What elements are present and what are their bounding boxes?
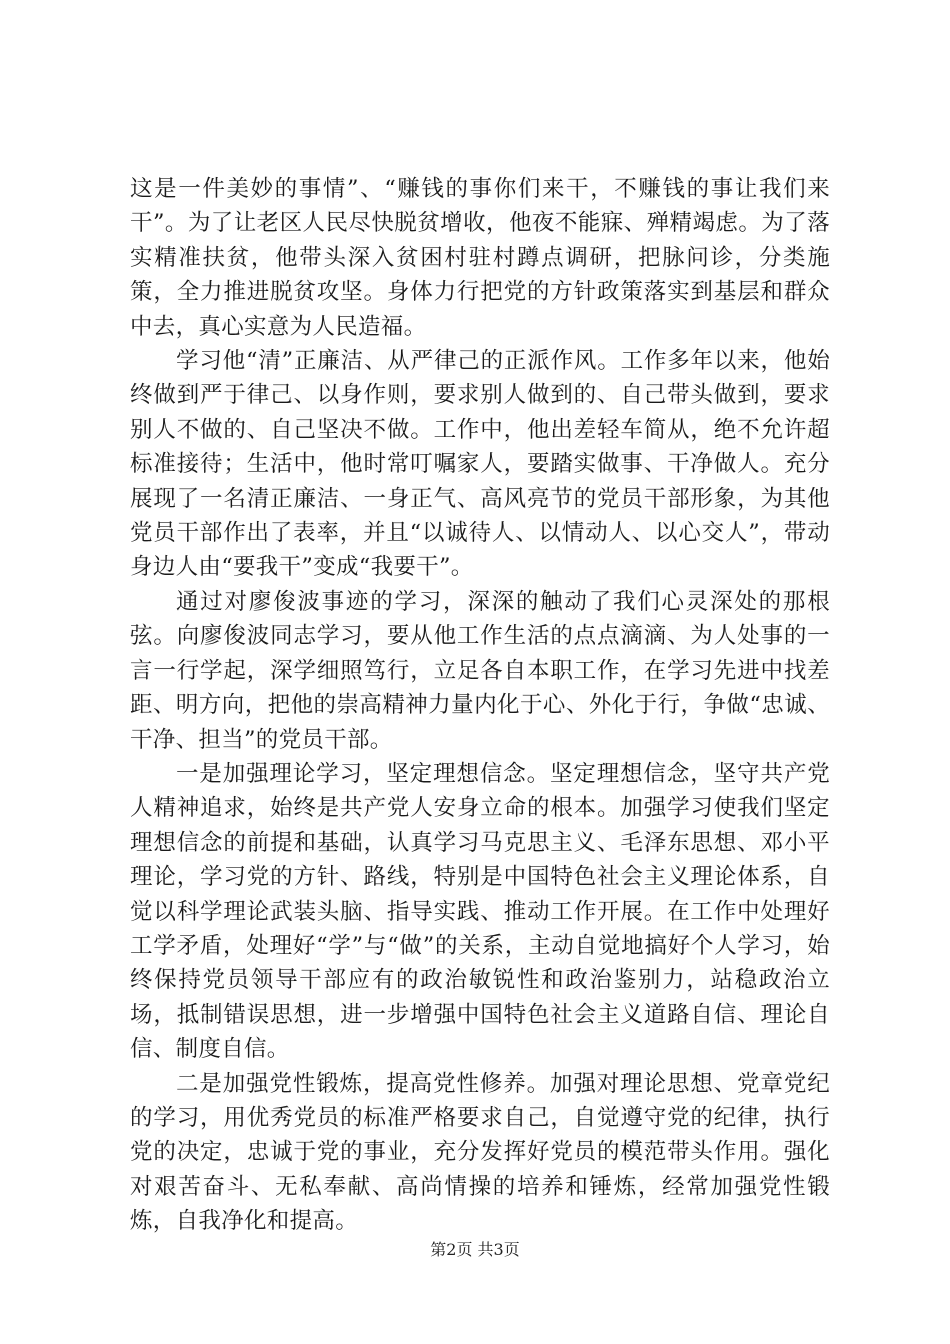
- paragraph-learning: 通过对廖俊波事迹的学习，深深的触动了我们心灵深处的那根弦。向廖俊波同志学习，要从他工作生活的点点滴滴、为人处事的一言一行学起，深学细照笃行，立足各自本职工作，在学习先进中找差距、明方向，把他的崇高精神力量内化于心、外化于行，争做“忠诚、干净、担当”的党员干部。: [130, 588, 830, 753]
- paragraph-point-one: 一是加强理论学习，坚定理想信念。坚定理想信念，坚守共产党人精神追求，始终是共产党人安身立命的根本。加强学习使我们坚定理想信念的前提和基础，认真学习马克思主义、毛泽东思想、邓小平理论，学习党的方针、路线，特别是中国特色社会主义理论体系，自觉以科学理论武装头脑、指导实践、推动工作开展。在工作中处理好工学矛盾，处理好“学”与“做”的关系，主动自觉地搞好个人学习，始终保持党员领导干部应有的政治敏锐性和政治鉴别力，站稳政治立场，抵制错误思想，进一步增强中国特色社会主义道路自信、理论自信、制度自信。: [130, 760, 830, 1063]
- paragraph-integrity: 学习他“清”正廉洁、从严律己的正派作风。工作多年以来，他始终做到严于律己、以身作则，要求别人做到的、自己带头做到，要求别人不做的、自己坚决不做。工作中，他出差轻车简从，绝不允许超标准接待；生活中，他时常叮嘱家人，要踏实做事、干净做人。充分展现了一名清正廉洁、一身正气、高风亮节的党员干部形象，为其他党员干部作出了表率，并且“以诚待人、以情动人、以心交人”，带动身边人由“要我干”变成“我要干”。: [130, 348, 830, 581]
- document-body: [130, 172, 830, 1239]
- page-footer: 第2页 共3页: [430, 1240, 520, 1259]
- paragraph-continued: 这是一件美妙的事情”、“赚钱的事你们来干，不赚钱的事让我们来干”。为了让老区人民尽快脱贫增收，他夜不能寐、殚精竭虑。为了落实精准扶贫，他带头深入贫困村驻村蹲点调研，把脉问诊，分类施策，全力推进脱贫攻坚。身体力行把党的方针政策落实到基层和群众中去，真心实意为人民造福。: [130, 176, 830, 340]
- paragraph-point-two: 二是加强党性锻炼，提高党性修养。加强对理论思想、党章党纪的学习，用优秀党员的标准严格要求自己，自觉遵守党的纪律，执行党的决定，忠诚于党的事业，充分发挥好党员的模范带头作用。强化对艰苦奋斗、无私奉献、高尚情操的培养和锤炼，经常加强党性锻炼，自我净化和提高。: [130, 1070, 830, 1235]
